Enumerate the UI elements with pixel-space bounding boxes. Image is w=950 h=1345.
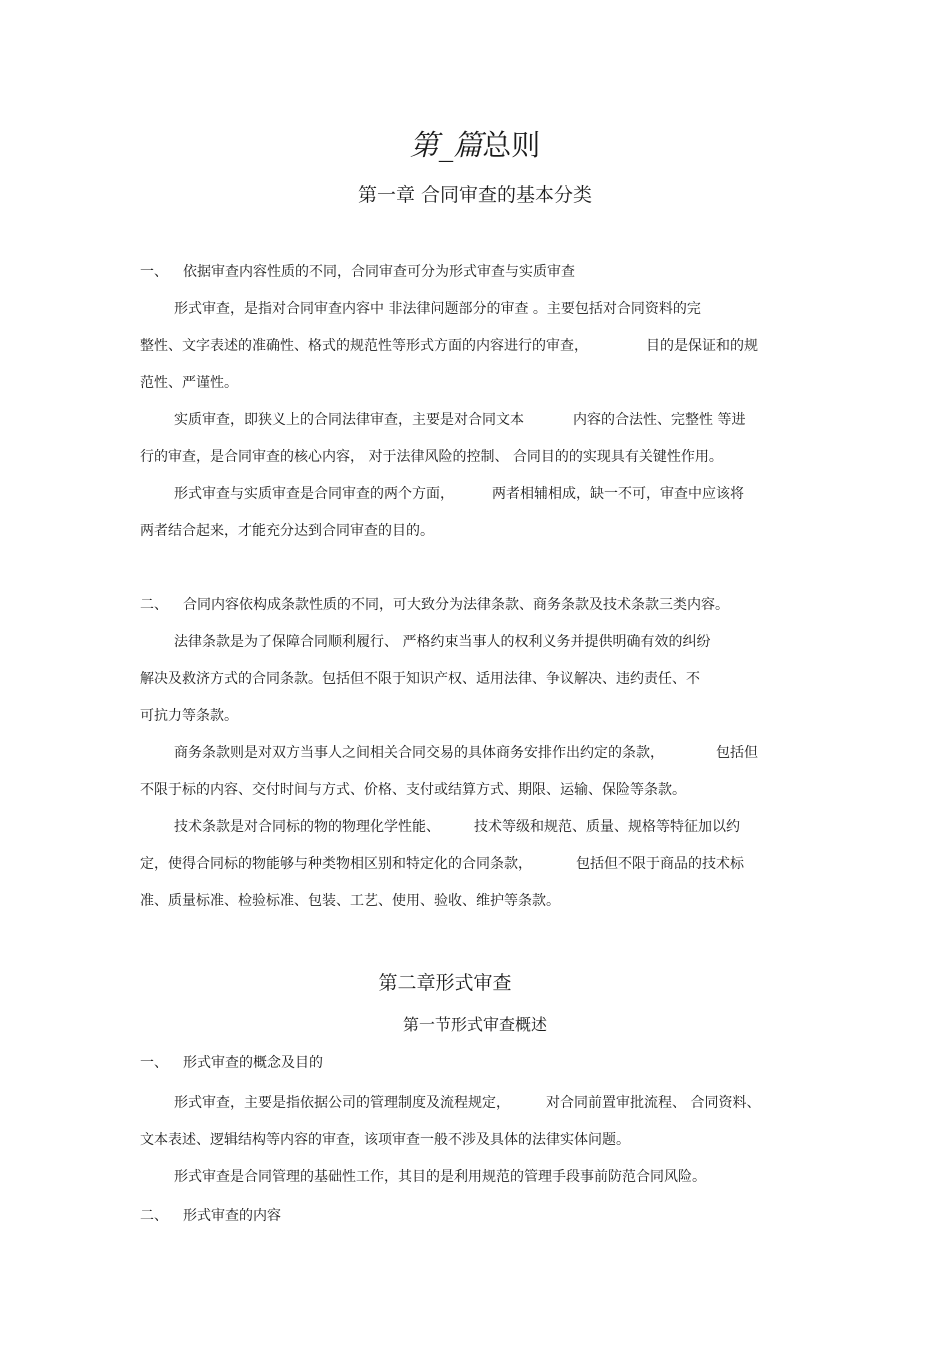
section-number: 一、 [140,1055,168,1071]
section-heading-text: 形式审查的内容 [183,1208,281,1224]
section-number: 二、 [140,1208,168,1224]
chapter-two-title: 第二章形式审查 [378,972,512,994]
paragraph-line: 技术条款是对合同标的物的物理化学性能、 技术等级和规范、质量、规格等特征加以约 [174,819,740,835]
section-heading-text: 合同内容依构成条款性质的不同，可大致分为法律条款、商务条款及技术条款三类内容。 [183,597,729,613]
part-title-text: 总则 [482,128,541,162]
paragraph-line: 实质审查，即狭义上的合同法律审查，主要是对合同文本 内容的合法性、完整性 等进 [174,412,746,428]
paragraph-line: 法律条款是为了保障合同顺利履行、 严格约束当事人的权利义务并提供明确有效的纠纷 [174,634,711,650]
paragraph-line: 可抗力等条款。 [140,708,238,724]
section-number: 二、 [140,597,168,613]
paragraph-line: 形式审查是合同管理的基础性工作，其目的是利用规范的管理手段事前防范合同风险。 [174,1169,706,1185]
chapter-one-title: 第一章 合同审查的基本分类 [357,184,593,206]
section-heading [140,1207,281,1225]
section-heading-text: 依据审查内容性质的不同，合同审查可分为形式审查与实质审查 [183,264,575,280]
paragraph-line: 形式审查，是指对合同审查内容中 非法律问题部分的审查 。主要包括对合同资料的完 [174,301,701,317]
section-one-title: 第一节形式审查概述 [402,1015,547,1034]
paragraph-line: 行的审查，是合同审查的核心内容， 对于法律风险的控制、 合同目的的实现具有关键性作用。 [140,449,723,465]
paragraph-line: 形式审查，主要是指依据公司的管理制度及流程规定， 对合同前置审批流程、 合同资料、 [174,1095,761,1111]
paragraph-line: 定，使得合同标的物能够与种类物相区别和特定化的合同条款， 包括但不限于商品的技术标 [140,856,744,872]
section-number: 一、 [140,264,168,280]
paragraph-line: 文本表述、逻辑结构等内容的审查，该项审查一般不涉及具体的法律实体问题。 [140,1132,630,1148]
part-title-number: 第_篇 [409,128,483,162]
paragraph-line: 整性、文字表述的准确性、格式的规范性等形式方面的内容进行的审查， 目的是保证和的规 [140,338,758,354]
section-heading [140,263,575,281]
paragraph-line: 范性、严谨性。 [140,375,238,391]
section-heading-text: 形式审查的概念及目的 [183,1055,323,1071]
paragraph-line: 形式审查与实质审查是合同审查的两个方面， 两者相辅相成，缺一不可，审查中应该将 [174,486,744,502]
paragraph-line: 准、质量标准、检验标准、包装、工艺、使用、验收、维护等条款。 [140,893,560,909]
section-heading [140,596,729,614]
part-title [0,126,950,164]
section-heading [140,1054,323,1072]
paragraph-line: 两者结合起来，才能充分达到合同审查的目的。 [140,523,434,539]
paragraph-line: 不限于标的内容、交付时间与方式、价格、支付或结算方式、期限、运输、保险等条款。 [140,782,686,798]
paragraph-line: 商务条款则是对双方当事人之间相关合同交易的具体商务安排作出约定的条款， 包括但 [174,745,758,761]
paragraph-line: 解决及救济方式的合同条款。包括但不限于知识产权、适用法律、争议解决、违约责任、不 [140,671,700,687]
